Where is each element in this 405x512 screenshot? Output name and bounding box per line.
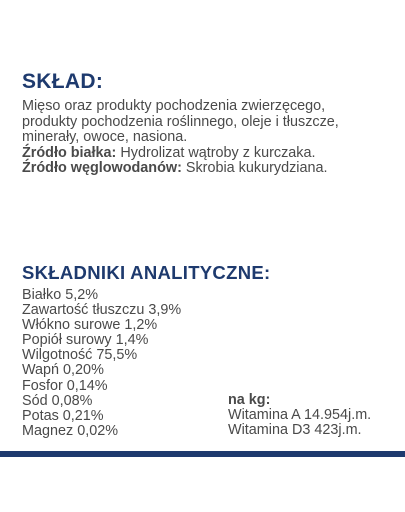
carb-source-value: Skrobia kukurydziana.	[181, 160, 328, 177]
analytical-heading: SKŁADNIKI ANALITYCZNE:	[22, 262, 271, 283]
composition-text	[22, 99, 402, 177]
composition-heading: SKŁAD:	[22, 70, 104, 93]
per-kg-block	[228, 393, 371, 438]
protein-source-value: Hydrolizat wątroby z kurczaka.	[116, 144, 316, 161]
vitamin-item: Witamina A 14.954j.m.	[228, 407, 372, 424]
bottom-divider-bar	[0, 451, 405, 457]
analytical-item: Zawartość tłuszczu 3,9%	[22, 302, 182, 319]
analytical-item: Fosfor 0,14%	[22, 377, 108, 394]
analytical-item: Wapń 0,20%	[22, 362, 104, 379]
analytical-item: Magnez 0,02%	[22, 422, 118, 439]
analytical-item: Białko 5,2%	[22, 287, 98, 303]
composition-line: Mięso oraz produkty pochodzenia zwierzęcego,	[22, 98, 326, 114]
per-kg-label: na kg:	[228, 392, 271, 408]
analytical-item: Popiół surowy 1,4%	[22, 332, 149, 349]
composition-line: produkty pochodzenia roślinnego, oleje i tłuszcze,	[22, 113, 339, 130]
carb-source	[22, 161, 402, 177]
composition-line: minerały, owoce, nasiona.	[22, 129, 188, 146]
vitamin-item: Witamina D3 423j.m.	[228, 422, 362, 439]
analytical-list	[22, 288, 181, 439]
analytical-item: Sód 0,08%	[22, 392, 93, 409]
analytical-item: Wilgotność 75,5%	[22, 347, 138, 364]
carb-source-label: Źródło węglowodanów:	[22, 160, 182, 177]
protein-source-label: Źródło białka:	[22, 144, 117, 161]
analytical-item: Włókno surowe 1,2%	[22, 317, 158, 334]
analytical-item: Potas 0,21%	[22, 407, 104, 424]
